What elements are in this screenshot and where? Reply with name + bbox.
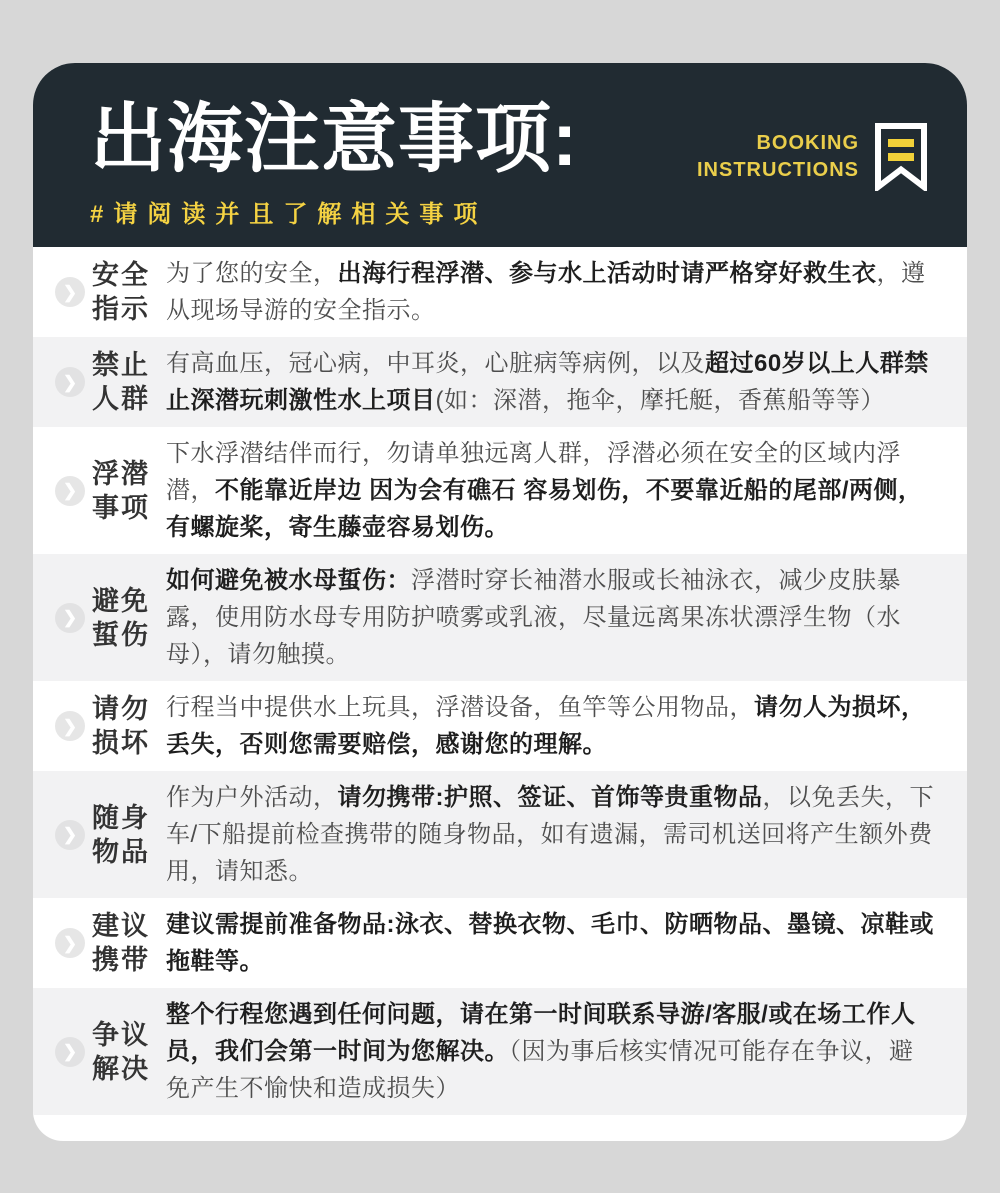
section-label [92,909,158,977]
label-line: 携带 [92,945,150,975]
instructions-card [33,63,967,1141]
label-line: 蜇伤 [92,619,150,650]
section-snorkeling-notes [33,427,967,554]
chevron-circle-icon: ❯ [55,1037,85,1067]
section-label [92,348,158,416]
booking-line2: INSTRUCTIONS [697,159,859,181]
header-right-block [697,123,927,191]
booking-line1: BOOKING [756,132,859,154]
section-text: 行程当中提供水上玩具，浮潜设备，鱼竿等公用物品，请勿人为损坏，丢失，否则您需要赔偿，感谢您的理解。 [166,694,926,758]
label-line: 人群 [92,384,150,414]
booking-instructions-label [697,130,859,184]
section-prohibited-people [33,337,967,427]
section-label [92,1018,158,1086]
label-line: 指示 [92,294,150,324]
section-label [92,801,158,869]
chevron-circle-icon: ❯ [55,928,85,958]
section-text: 整个行程您遇到任何问题，请在第一时间联系导游/客服/或在场工作人员，我们会第一时间为您解决。（因为事后核实情况可能存在争议，避免产生不愉快和造成损失） [166,1001,916,1102]
label-line: 安全 [92,260,150,290]
section-text: 如何避免被水母蜇伤：浮潜时穿长袖潜水服或长袖泳衣，减少皮肤暴露，使用防水母专用防护喷雾或乳液，尽量远离果冻状漂浮生物（水母），请勿触摸。 [166,567,901,668]
section-label [92,258,158,326]
label-line: 损坏 [92,728,150,758]
label-line: 解决 [92,1053,150,1084]
chevron-circle-icon: ❯ [55,367,85,397]
label-line: 浮潜 [92,458,150,489]
section-text: 为了您的安全，出海行程浮潜、参与水上活动时请严格穿好救生衣，遵从现场导游的安全指示。 [166,260,926,324]
page-title: 出海注意事项: [90,97,579,182]
chevron-circle-icon: ❯ [55,820,85,850]
label-line: 避免 [92,585,150,616]
page-subtitle: #请阅读并且了解相关事项 [90,201,488,229]
section-suggested-items [33,898,967,988]
section-label [92,457,158,525]
chevron-circle-icon: ❯ [55,603,85,633]
section-no-damage [33,681,967,771]
label-line: 事项 [92,492,150,523]
section-jellyfish-sting [33,554,967,681]
section-text: 下水浮潜结伴而行，勿请单独远离人群，浮潜必须在安全的区域内浮潜，不能靠近岸边 因为会有礁石 容易划伤，不要靠近船的尾部/两侧，有螺旋桨，寄生藤壶容易划伤。 [166,440,923,541]
label-line: 请勿 [92,694,150,724]
section-text: 作为户外活动，请勿携带:护照、签证、首饰等贵重物品，以免丢失，下车/下船提前检查携带的随身物品，如有遗漏，需司机送回将产生额外费用，请知悉。 [166,784,934,885]
section-label [92,584,158,652]
bookmark-icon [875,123,927,191]
section-personal-belongings [33,771,967,898]
chevron-circle-icon: ❯ [55,476,85,506]
label-line: 随身 [92,802,150,833]
section-text: 建议需提前准备物品:泳衣、替换衣物、毛巾、防晒物品、墨镜、凉鞋或拖鞋等。 [166,911,934,975]
label-line: 禁止 [92,350,150,380]
section-text: 有高血压，冠心病，中耳炎，心脏病等病例，以及超过60岁以上人群禁止深潜玩刺激性水上项目(如：深潜，拖伞，摩托艇，香蕉船等等） [166,350,929,414]
section-dispute-resolution [33,988,967,1115]
chevron-circle-icon: ❯ [55,711,85,741]
label-line: 争议 [92,1019,150,1050]
label-line: 建议 [92,911,150,941]
section-safety [33,247,967,337]
section-label [92,692,158,760]
label-line: 物品 [92,836,150,867]
chevron-circle-icon: ❯ [55,277,85,307]
sections-list [33,247,967,1115]
card-header [33,63,967,247]
